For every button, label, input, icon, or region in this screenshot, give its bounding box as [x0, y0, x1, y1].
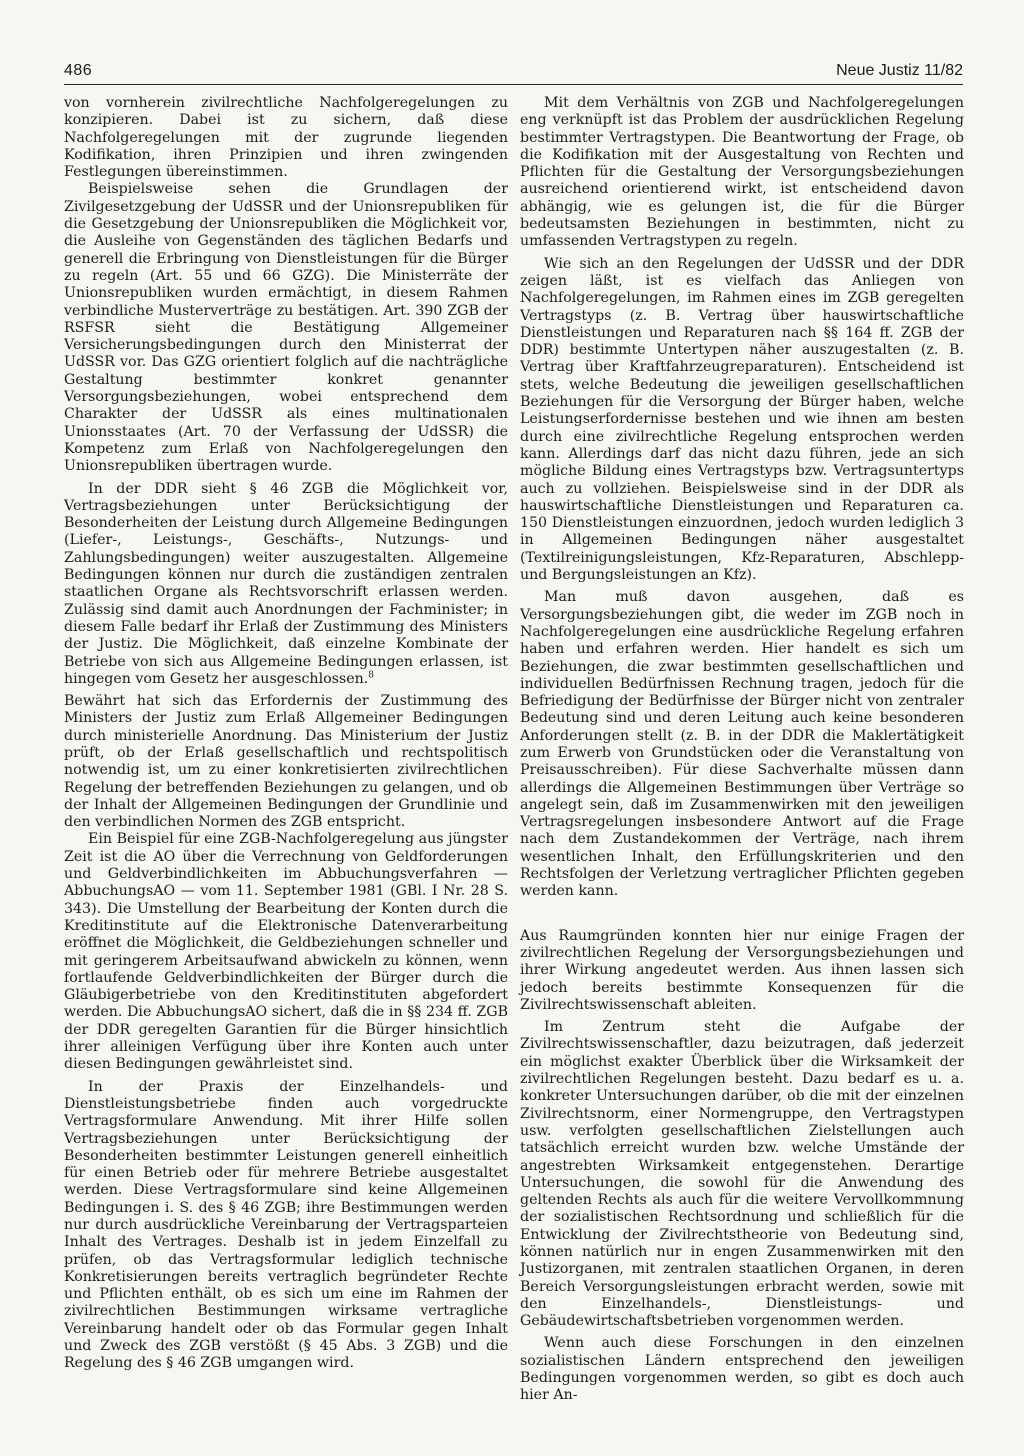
right-column [520, 95, 964, 1404]
paragraph: Wie sich an den Regelungen der UdSSR und der DDR zeigen läßt, ist es vielfach das Anliegen von Nachfolgeregelungen, im Rahmen eines im ZGB geregelten Vertragstyps (z. B. Vertrag über hauswirtschaftliche Dienstleistungen und Reparaturen nach §§ 164 ff. ZGB der DDR) bestimmte Untertypen näher auszugestalten (z. B. Vertrag über Kraftfahrzeugreparaturen). Entscheidend ist stets, welche Bedeutung die jeweiligen gesellschaftlichen Beziehungen für die Versorgung der Bürger haben, welche Leistungserfordernisse bestehen und wie ihnen am besten durch eine zivilrechtliche Regelung entsprochen werden kann. Allerdings darf das nicht dazu führen, jede an sich mögliche Bildung eines Vertragstyps bzw. Vertragsuntertyps auch zu vollziehen. Beispielsweise sind in der DDR als hauswirtschaftliche Dienstleistungen und Reparaturen ca. 150 Dienstleistungen einzuordnen, jedoch wurden lediglich 3 in Allgemeinen Bedingungen näher ausgestaltet (Textilreinigungsleistungen, Kfz-Reparaturen, Abschlepp- und Bergungsleistungen an Kfz). [520, 255, 964, 584]
paragraph: Ein Beispiel für eine ZGB-Nachfolgeregelung aus jüngster Zeit ist die AO über die Verrechnung von Geldforderungen und Geldverbindlichkeiten im Abbuchungsverfahren — AbbuchungsAO — vom 11. September 1981 (GBl. I Nr. 28 S. 343). Die Umstellung der Bearbeitung der Konten durch die Kreditinstitute auf die Elektronische Datenverarbeitung eröffnet die Möglichkeit, die Geldbeziehungen schneller und mit geringerem Arbeitsaufwand abwickeln zu können, wenn fortlaufende Geldverbindlichkeiten der Bürger durch die Gläubigerbetriebe von den Kreditinstituten abgefordert werden. Die AbbuchungsAO sichert, daß die in §§ 234 ff. ZGB der DDR geregelten Garantien für die Bürger hinsichtlich ihrer alleinigen Verfügung über ihre Konten auch unter diesen Bedingungen gewährleistet sind. [64, 831, 508, 1073]
paragraph: In der Praxis der Einzelhandels- und Dienstleistungsbetriebe finden auch vorgedruckte Vertragsformulare Anwendung. Mit ihrer Hilfe sollen Vertragsbeziehungen unter Berücksichtigung der Besonderheiten bestimmter Leistungen generell einheitlich für einen Betrieb oder für mehrere Betriebe ausgestaltet werden. Diese Vertragsformulare sind keine Allgemeinen Bedingungen i. S. des § 46 ZGB; ihre Bestimmungen werden nur durch ausdrückliche Vereinbarung der Vertragsparteien Inhalt des Vertrages. Deshalb ist in jedem Einzelfall zu prüfen, ob das Vertragsformular lediglich technische Konkretisierungen bereits vertraglich begründeter Rechte und Pflichten enthält, ob es sich um eine im Rahmen der zivilrechtlichen Bestimmungen wirksame vertragliche Vereinbarung handelt oder ob das Formular gegen Inhalt und Zweck des ZGB verstößt (§ 45 Abs. 3 ZGB) und die Regelung des § 46 ZGB umgangen wird. [64, 1078, 508, 1372]
paragraph: Aus Raumgründen konnten hier nur einige Fragen der zivilrechtlichen Regelung der Versorgungsbeziehungen und ihrer Wirkung angedeutet werden. Aus ihnen lassen sich jedoch bereits bestimmte Konsequenzen für die Zivilrechtswissenschaft ableiten. [520, 927, 964, 1013]
journal-issue: Neue Justiz 11/82 [836, 62, 963, 79]
paragraph-text: In der DDR sieht § 46 ZGB die Möglichkeit vor, Vertragsbeziehungen unter Berücksichtigung der Besonderheiten der Leistung durch Allgemeine Bedingungen (Liefer-, Leistungs-, Geschäfts-, Nutzungs- und Zahlungsbedingungen) weiter auszugestalten. Allgemeine Bedingungen können nur durch die zuständigen zentralen staatlichen Organe als Rechtsvorschrift erlassen werden. Zulässig sind damit auch Anordnungen der Fachminister; in diesem Falle bedarf ihr Erlaß der Zustimmung des Ministers der Justiz. Die Möglichkeit, daß einzelne Kombinate der Betriebe von sich aus Allgemeine Bedingungen erlassen, ist hingegen vom Gesetz her ausgeschlossen. [64, 480, 508, 687]
page-number: 486 [64, 62, 93, 79]
paragraph: Mit dem Verhältnis von ZGB und Nachfolgeregelungen eng verknüpft ist das Problem der ausdrücklichen Regelung bestimmter Vertragstypen. Die Beantwortung der Frage, ob die Kodifikation mit der Ausgestaltung von Rechten und Pflichten für die Gestaltung der Versorgungsbeziehungen ausreichend orientierend wirkt, ist entscheidend davon abhängig, wie es gelungen ist, die für die Bürger bedeutsamsten Beziehungen in bestimmten, nicht zu umfassenden Vertragstypen zu regeln. [520, 95, 964, 250]
paragraph: Man muß davon ausgehen, daß es Versorgungsbeziehungen gibt, die weder im ZGB noch in Nachfolgeregelungen eine ausdrückliche Regelung erfahren haben und erfahren werden. Hier handelt es sich um Beziehungen, die zwar bestimmten gesellschaftlichen und individuellen Bedürfnissen Rechnung tragen, jedoch für die Befriedigung der Bedürfnisse der Bürger nicht von zentraler Bedeutung sind und deren Leitung auch keine besonderen Anforderungen stellt (z. B. in der DDR die Maklertätigkeit zum Erwerb von Grundstücken oder die Veranstaltung von Preisausschreiben). Für diese Sachverhalte müssen dann allerdings die Allgemeinen Bestimmungen über Verträge so angelegt sein, daß im Zusammenwirken mit den jeweiligen Vertragsregelungen insbesondere Antwort auf die Frage nach dem Zustandekommen der Verträge, nach ihrem wesentlichen Inhalt, den Erfüllungskriterien und den Rechtsfolgen der Verletzung vertraglicher Pflichten gegeben werden kann. [520, 589, 964, 900]
paragraph: Im Zentrum steht die Aufgabe der Zivilrechtswissenschaftler, dazu beizutragen, daß jederzeit ein möglichst exakter Überblick über die Wirksamkeit der zivilrechtlichen Regelungen besteht. Dazu bedarf es u. a. konkreter Untersuchungen darüber, ob die mit der einzelnen Zivilrechtsnorm, einer Normengruppe, den Vertragstypen usw. verfolgten gesellschaftlichen Zielstellungen auch tatsächlich erreicht wurden bzw. welche Umstände der angestrebten Wirksamkeit entgegenstehen. Derartige Untersuchungen, die sowohl für die Anwendung des geltenden Rechts als auch für die weitere Vervollkommnung der sozialistischen Rechtsordnung und schließlich für die Entwicklung der Zivilrechtstheorie von Bedeutung sind, können natürlich nur in engen Zusammenwirken mit den Justizorganen, mit zentralen staatlichen Organen, in deren Bereich Versorgungsleistungen erbracht werden, sowie mit den Einzelhandels-, Dienstleistungs- und Gebäudewirtschaftsbetrieben vorgenommen werden. [520, 1019, 964, 1330]
paragraph: Wenn auch diese Forschungen in den einzelnen sozialistischen Ländern entsprechend den jeweiligen Bedingungen vorgenommen werden, so gibt es doch auch hier An- [520, 1335, 964, 1404]
paragraph: Beispielsweise sehen die Grundlagen der Zivilgesetzgebung der UdSSR und der Unionsrepubliken für die Gesetzgebung der Unionsrepubliken die Möglichkeit vor, die Ausleihe von Gegenständen des täglichen Bedarfs und generell die Erbringung von Dienstleistungen für die Bürger zu regeln (Art. 55 und 66 GZG). Die Ministerräte der Unionsrepubliken wurden ermächtigt, in diesem Rahmen verbindliche Musterverträge zu bestätigen. Art. 390 ZGB der RSFSR sieht die Bestätigung Allgemeiner Versicherungsbedingungen durch den Ministerrat der UdSSR vor. Das GZG orientiert folglich auf die nachträgliche Gestaltung bestimmter konkret genannter Versorgungsbeziehungen, wobei entsprechend dem Charakter der UdSSR als eines multinationalen Unionsstaates (Art. 70 der Verfassung der UdSSR) die Kompetenz zum Erlaß von Nachfolgeregelungen den Unionsrepubliken übertragen wurde. [64, 181, 508, 475]
footnote-marker: 8 [368, 670, 374, 681]
paragraph [64, 481, 508, 689]
page-header [64, 62, 963, 85]
left-column [64, 95, 508, 1395]
paragraph: von vornherein zivilrechtliche Nachfolgeregelungen zu konzipieren. Dabei ist zu sichern, daß diese Nachfolgeregelungen mit der zugrunde liegenden Kodifikation, ihren Prinzipien und ihren zwingenden Festlegungen übereinstimmen. [64, 95, 508, 181]
paragraph: Bewährt hat sich das Erfordernis der Zustimmung des Ministers der Justiz zum Erlaß Allgemeiner Bedingungen durch ministerielle Anordnung. Das Ministerium der Justiz prüft, ob der Erlaß gesellschaftlich und rechtspolitisch notwendig ist, um zu einer konkretisierten zivilrechtlichen Regelung der betreffenden Beziehungen zu gelangen, und ob der Inhalt der Allgemeinen Bedingungen der Grundlinie und den verbindlichen Normen des ZGB entspricht. [64, 693, 508, 831]
